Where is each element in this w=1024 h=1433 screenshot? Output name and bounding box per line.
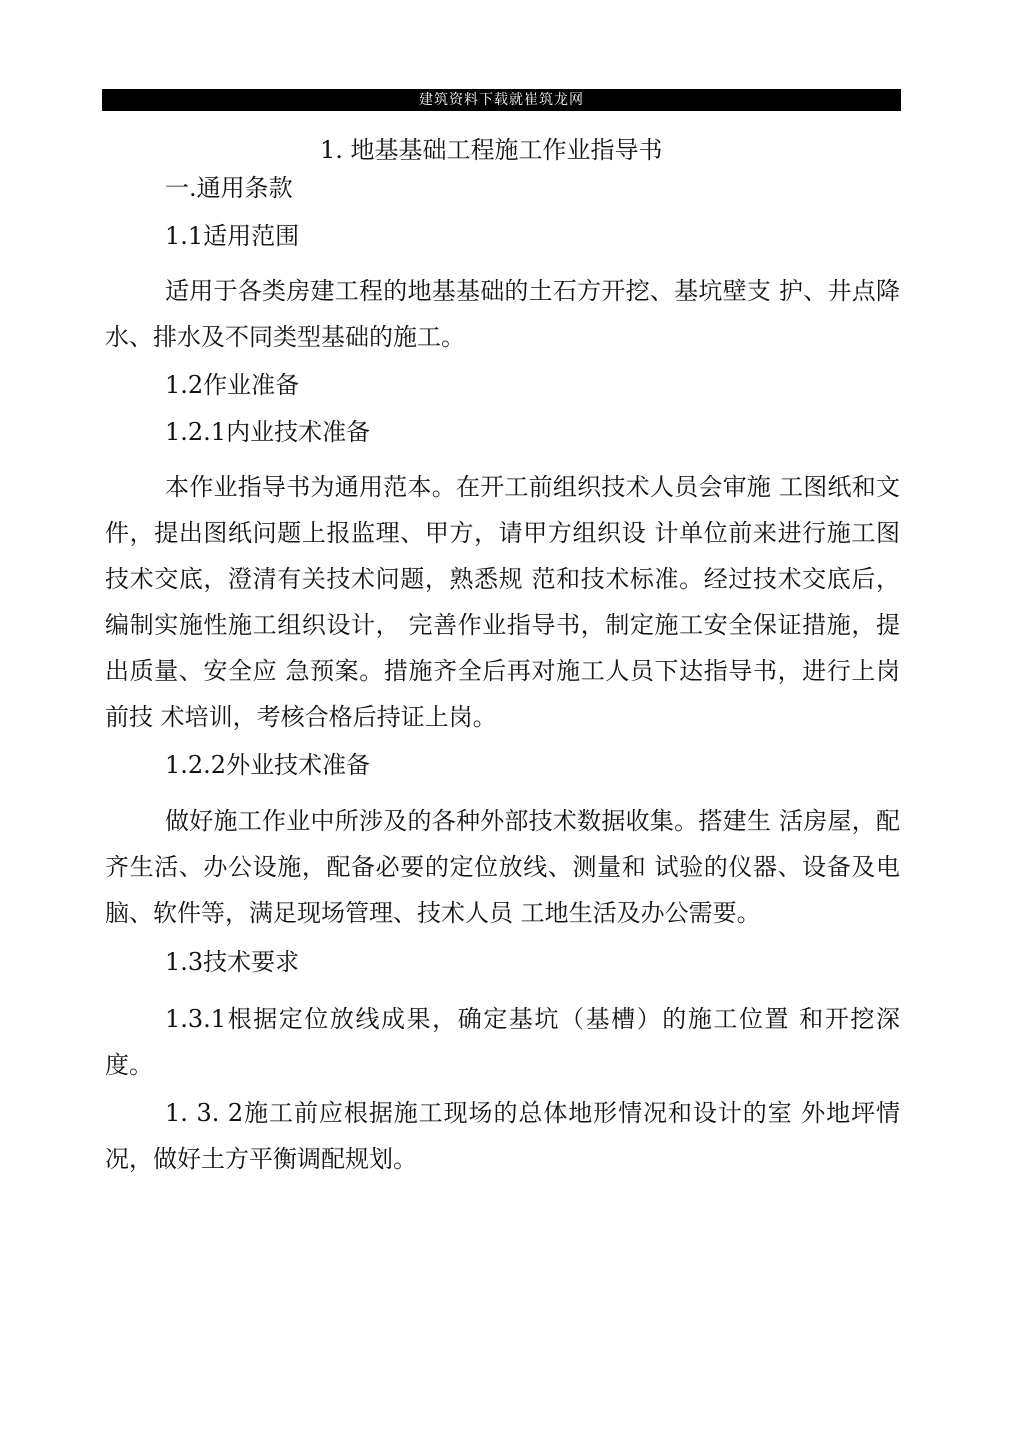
watermark-banner: 建筑资料下载就崔筑龙网 xyxy=(102,89,901,111)
paragraph-1-2-1: 本作业指导书为通用范本。在开工前组织技术人员会审施 工图纸和文件，提出图纸问题上报监理、甲方，请甲方组织设 计单位前来进行施工图技术交底，澄清有关技术问题，熟悉规 范和技术标准。经过技术交底后，编制实施性施工组织设计， 完善作业指导书，制定施工安全保证措施，提出质量、安全应 急预案。措施齐全后再对施工人员下达指导书，进行上岗前技 术培训，考核合格后持证上岗。 xyxy=(105,473,900,731)
heading-1-2: 1.2作业准备 xyxy=(165,371,300,399)
heading-1-2-2: 1.2.2外业技术准备 xyxy=(165,751,371,779)
paragraph-1-1: 适用于各类房建工程的地基基础的土石方开挖、基坑壁支 护、井点降水、排水及不同类型基础的施工。 xyxy=(105,277,900,351)
paragraph-1-3-2: 1. 3. 2施工前应根据施工现场的总体地形情况和设计的室 外地坪情况，做好土方平衡调配规划。 xyxy=(105,1099,900,1173)
paragraph-1-3-1: 1.3.1根据定位放线成果，确定基坑（基槽）的施工位置 和开挖深度。 xyxy=(105,1005,900,1079)
section-heading-general: 一.通用条款 xyxy=(165,174,293,202)
heading-1-2-1: 1.2.1内业技术准备 xyxy=(165,418,371,446)
document-title: 1. 地基基础工程施工作业指导书 xyxy=(320,136,663,164)
heading-1-3: 1.3技术要求 xyxy=(165,948,300,976)
heading-1-1: 1.1适用范围 xyxy=(165,222,300,250)
paragraph-1-2-2: 做好施工作业中所涉及的各种外部技术数据收集。搭建生 活房屋，配齐生活、办公设施，配备必要的定位放线、测量和 试验的仪器、设备及电脑、软件等，满足现场管理、技术人员 工地生活及办公需要。 xyxy=(105,807,900,927)
